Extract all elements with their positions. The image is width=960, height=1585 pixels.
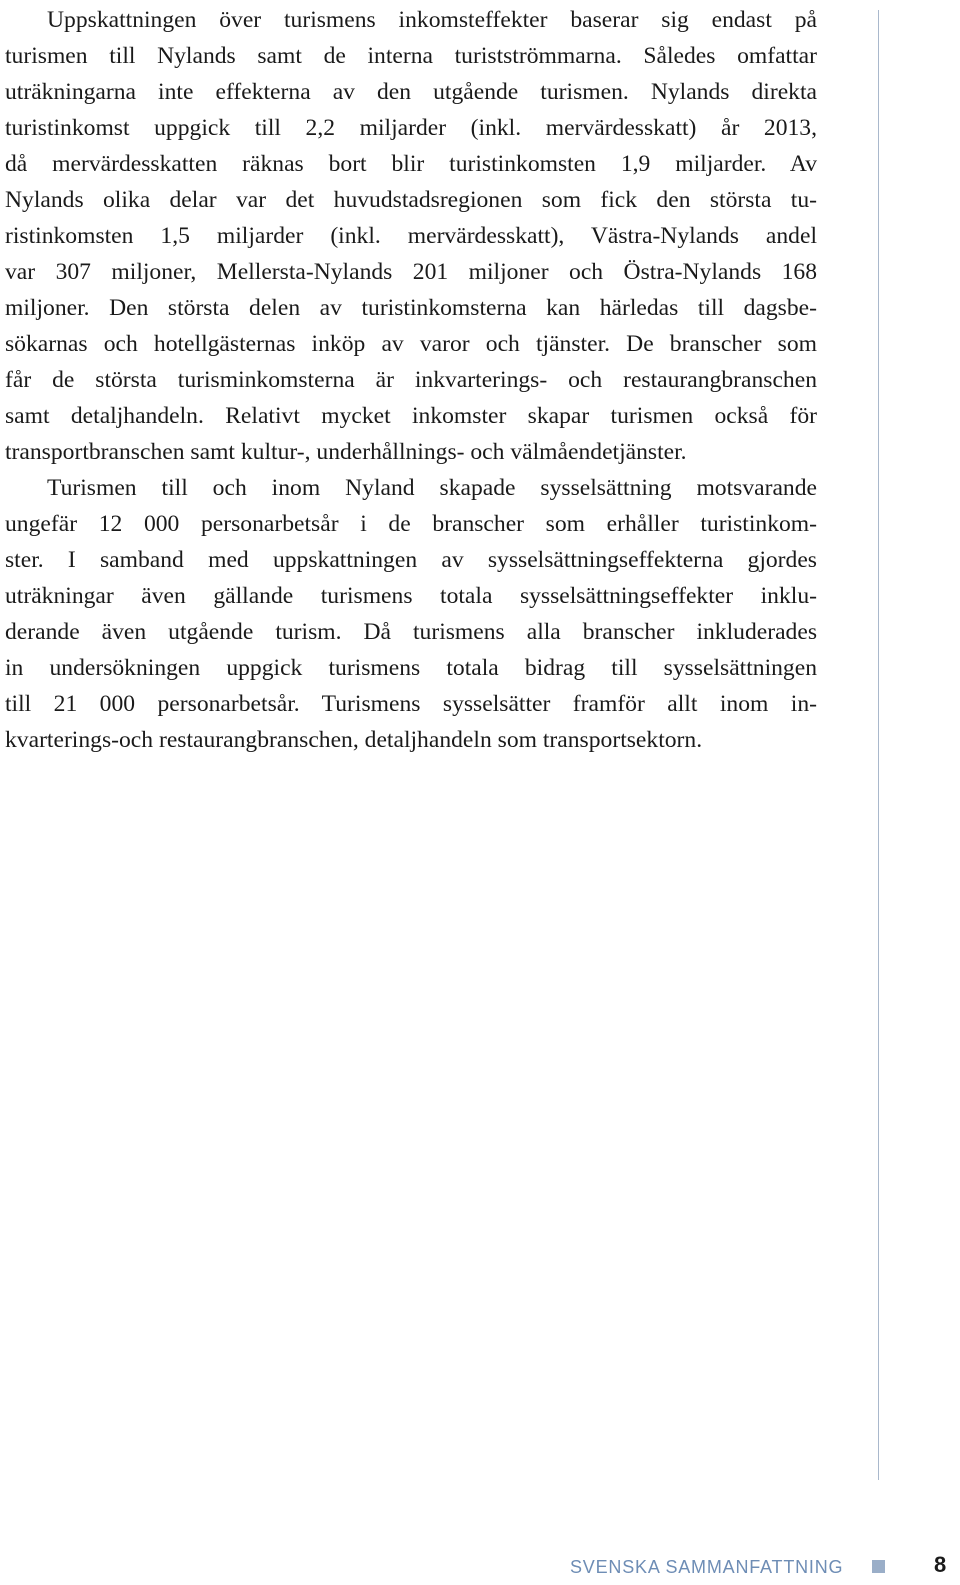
text-line: transportbranschen samt kultur-, underhållnings- och välmåendetjänster. xyxy=(5,439,687,465)
text-line: turismen till Nylands samt de interna turistströmmarna. Således omfattar xyxy=(5,43,817,69)
margin-rule xyxy=(878,10,879,1480)
text-line: derande även utgående turism. Då turismens alla branscher inkluderades xyxy=(5,619,817,645)
text-line: till 21 000 personarbetsår. Turismens sysselsätter framför allt inom in- xyxy=(5,691,817,717)
text-line: sökarnas och hotellgästernas inköp av varor och tjänster. De branscher som xyxy=(5,331,817,357)
text-line: Turismen till och inom Nyland skapade sysselsättning motsvarande xyxy=(47,475,817,501)
paragraph-2 xyxy=(5,470,817,758)
text-line: in undersökningen uppgick turismens totala bidrag till sysselsättningen xyxy=(5,655,817,681)
text-line: ungefär 12 000 personarbetsår i de branscher som erhåller turistinkom- xyxy=(5,511,817,537)
text-line: uträkningarna inte effekterna av den utgående turismen. Nylands direkta xyxy=(5,79,817,105)
text-line: turistinkomst uppgick till 2,2 miljarder (inkl. mervärdesskatt) år 2013, xyxy=(5,115,817,141)
text-line: kvarterings-och restaurangbranschen, detaljhandeln som transportsektorn. xyxy=(5,727,703,753)
text-line: samt detaljhandeln. Relativt mycket inkomster skapar turismen också för xyxy=(5,403,817,429)
text-line: ristinkomsten 1,5 miljarder (inkl. mervärdesskatt), Västra-Nylands andel xyxy=(5,223,817,249)
text-line: var 307 miljoner, Mellersta-Nylands 201 miljoner och Östra-Nylands 168 xyxy=(5,259,817,285)
text-line: Nylands olika delar var det huvudstadsregionen som fick den största tu- xyxy=(5,187,817,213)
text-line: ster. I samband med uppskattningen av sysselsättningseffekterna gjordes xyxy=(5,547,817,573)
text-line: får de största turisminkomsterna är inkvarterings- och restaurangbranschen xyxy=(5,367,817,393)
footer-section-label: SVENSKA SAMMANFATTNING xyxy=(570,1557,844,1577)
text-line: Uppskattningen över turismens inkomsteffekter baserar sig endast på xyxy=(47,7,817,33)
text-line: då mervärdesskatten räknas bort blir turistinkomsten 1,9 miljarder. Av xyxy=(5,151,817,177)
page-number: 8 xyxy=(934,1552,947,1577)
text-line: miljoner. Den största delen av turistinkomsterna kan härledas till dagsbe- xyxy=(5,295,817,321)
text-line: uträkningar även gällande turismens totala sysselsättningseffekter inklu- xyxy=(5,583,817,609)
body-text xyxy=(5,2,817,758)
footer-square-marker xyxy=(872,1560,885,1573)
paragraph-1 xyxy=(5,2,817,470)
